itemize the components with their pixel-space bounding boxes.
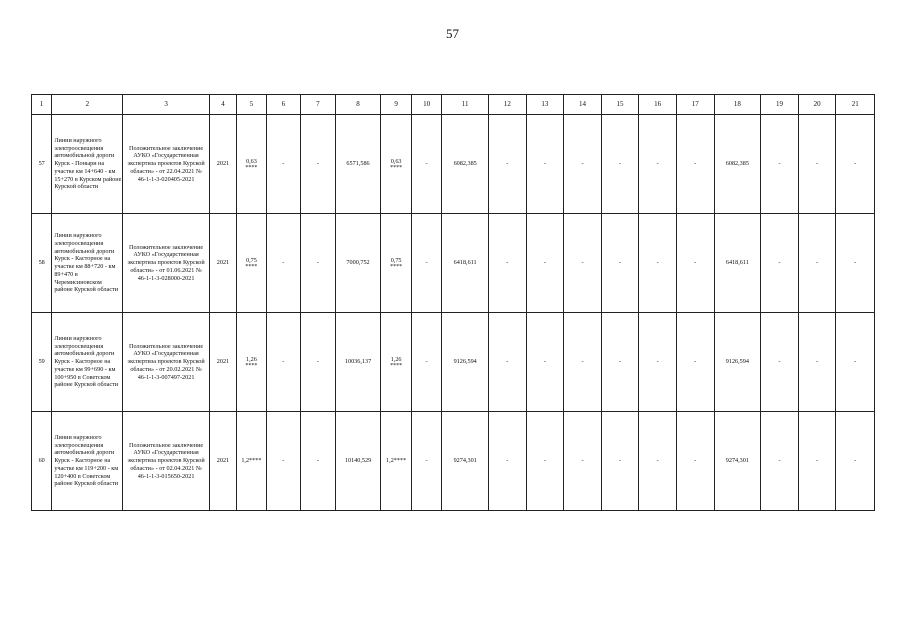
object-name: Линии наружного электроосвещения автомобильной дороги Курск - Касторное на участке км 88+720 - км 89+470 в Черемисиновском районе Курской области [52, 214, 123, 313]
value-cell: 9126,594 [442, 313, 489, 412]
value-text: 1,2**** [386, 457, 407, 465]
row-number: 59 [32, 313, 52, 412]
value-cell: - [526, 313, 564, 412]
object-name: Линии наружного электроосвещения автомобильной дороги Курск - Поныри на участке км 14+640 - км 15+270 в Курском районе Курской области [52, 115, 123, 214]
column-header: 19 [761, 95, 799, 115]
value-cell: 9274,301 [442, 412, 489, 511]
column-header: 21 [836, 95, 875, 115]
column-header: 14 [564, 95, 602, 115]
value-cell: - [676, 313, 714, 412]
column-header: 17 [676, 95, 714, 115]
footnote-mark: **** [390, 164, 403, 171]
value-cell: - [489, 412, 527, 511]
value-cell: - [301, 313, 336, 412]
column-header: 13 [526, 95, 564, 115]
value-cell: - [761, 214, 799, 313]
value-cell: - [639, 214, 677, 313]
value-cell: - [676, 115, 714, 214]
value-cell: - [836, 412, 875, 511]
value-cell: - [761, 313, 799, 412]
value-text: 0,75 [390, 256, 402, 264]
value-cell: - [411, 313, 441, 412]
value-cell [381, 313, 411, 412]
value-cell [237, 412, 266, 511]
value-cell: - [761, 115, 799, 214]
value-cell: - [836, 214, 875, 313]
column-header: 4 [209, 95, 236, 115]
value-cell: - [639, 115, 677, 214]
expertise-conclusion: Положительное заключение АУКО «Государственная экспертиза проектов Курской области» - от 20.02.2021 № 46-1-1-3-007497-2021 [123, 313, 209, 412]
expertise-conclusion: Положительное заключение АУКО «Государственная экспертиза проектов Курской области» - от 01.06.2021 № 46-1-1-3-028000-2021 [123, 214, 209, 313]
value-cell: - [411, 412, 441, 511]
value-cell: - [761, 412, 799, 511]
footnote-mark: **** [390, 362, 403, 369]
column-header: 5 [237, 95, 266, 115]
value-cell: - [639, 412, 677, 511]
table-row [32, 313, 875, 412]
value-cell: 6082,385 [442, 115, 489, 214]
object-name: Линии наружного электроосвещения автомобильной дороги Курск - Касторное на участке км 99+690 - км 100+950 в Советском районе Курской области [52, 313, 123, 412]
column-header: 6 [266, 95, 301, 115]
year-cell: 2021 [209, 412, 236, 511]
value-text: 0,75 [245, 256, 257, 264]
value-cell: - [301, 115, 336, 214]
value-cell: - [411, 115, 441, 214]
value-cell [381, 214, 411, 313]
column-header: 1 [32, 95, 52, 115]
table-row [32, 412, 875, 511]
value-cell: 9126,594 [714, 313, 761, 412]
row-number: 58 [32, 214, 52, 313]
value-cell: - [798, 412, 836, 511]
value-cell: - [301, 214, 336, 313]
column-header: 18 [714, 95, 761, 115]
value-cell: - [601, 115, 639, 214]
value-cell: 6418,611 [714, 214, 761, 313]
value-cell: - [676, 412, 714, 511]
row-number: 57 [32, 115, 52, 214]
table-row [32, 214, 875, 313]
value-cell: 6418,611 [442, 214, 489, 313]
value-cell: - [798, 313, 836, 412]
column-header: 12 [489, 95, 527, 115]
value-cell: - [411, 214, 441, 313]
value-cell: - [266, 115, 301, 214]
value-cell [381, 115, 411, 214]
value-cell: - [836, 115, 875, 214]
value-cell: 6082,385 [714, 115, 761, 214]
value-text: 1,26 [245, 355, 257, 363]
footnote-mark: **** [390, 263, 403, 270]
value-cell: - [639, 313, 677, 412]
page-number: 57 [446, 26, 459, 41]
value-cell: - [564, 214, 602, 313]
value-cell: 7000,752 [335, 214, 381, 313]
header-row [32, 95, 875, 115]
year-cell: 2021 [209, 313, 236, 412]
row-number: 60 [32, 412, 52, 511]
value-cell: - [798, 214, 836, 313]
value-text: 1,2**** [241, 457, 262, 465]
value-text: 1,26 [390, 355, 402, 363]
value-cell: - [526, 214, 564, 313]
object-name: Линии наружного электроосвещения автомобильной дороги Курск - Касторное на участке км 119+200 - км 120+400 в Советском районе Курской области [52, 412, 123, 511]
value-cell [237, 313, 266, 412]
year-cell: 2021 [209, 115, 236, 214]
value-cell: - [564, 313, 602, 412]
column-header: 11 [442, 95, 489, 115]
column-header: 16 [639, 95, 677, 115]
value-cell: - [266, 313, 301, 412]
footnote-mark: **** [245, 263, 258, 270]
column-header: 7 [301, 95, 336, 115]
value-cell: - [601, 214, 639, 313]
value-cell [237, 214, 266, 313]
column-header: 9 [381, 95, 411, 115]
value-cell: - [601, 313, 639, 412]
column-header: 15 [601, 95, 639, 115]
data-table [31, 94, 875, 511]
value-cell: - [489, 115, 527, 214]
value-cell [381, 412, 411, 511]
expertise-conclusion: Положительное заключение АУКО «Государственная экспертиза проектов Курской области» - от 22.04.2021 № 46-1-1-3-020405-2021 [123, 115, 209, 214]
value-cell: - [526, 115, 564, 214]
value-cell: - [266, 412, 301, 511]
value-cell [237, 115, 266, 214]
value-cell: - [266, 214, 301, 313]
value-cell: - [301, 412, 336, 511]
value-cell: - [676, 214, 714, 313]
value-cell: 10036,137 [335, 313, 381, 412]
column-header: 2 [52, 95, 123, 115]
value-cell: 6571,586 [335, 115, 381, 214]
value-text: 0,63 [245, 157, 257, 165]
column-header: 8 [335, 95, 381, 115]
value-cell: - [601, 412, 639, 511]
value-cell: - [564, 412, 602, 511]
expertise-conclusion: Положительное заключение АУКО «Государственная экспертиза проектов Курской области» - от 02.04.2021 № 46-1-1-3-015650-2021 [123, 412, 209, 511]
year-cell: 2021 [209, 214, 236, 313]
footnote-mark: **** [245, 164, 258, 171]
column-header: 10 [411, 95, 441, 115]
column-header: 20 [798, 95, 836, 115]
footnote-mark: **** [245, 362, 258, 369]
value-cell: - [526, 412, 564, 511]
value-text: 0,63 [390, 157, 402, 165]
column-header: 3 [123, 95, 209, 115]
value-cell: - [564, 115, 602, 214]
table-row [32, 115, 875, 214]
value-cell: - [836, 313, 875, 412]
value-cell: - [489, 214, 527, 313]
value-cell: - [489, 313, 527, 412]
value-cell: 9274,301 [714, 412, 761, 511]
value-cell: 10140,529 [335, 412, 381, 511]
value-cell: - [798, 115, 836, 214]
